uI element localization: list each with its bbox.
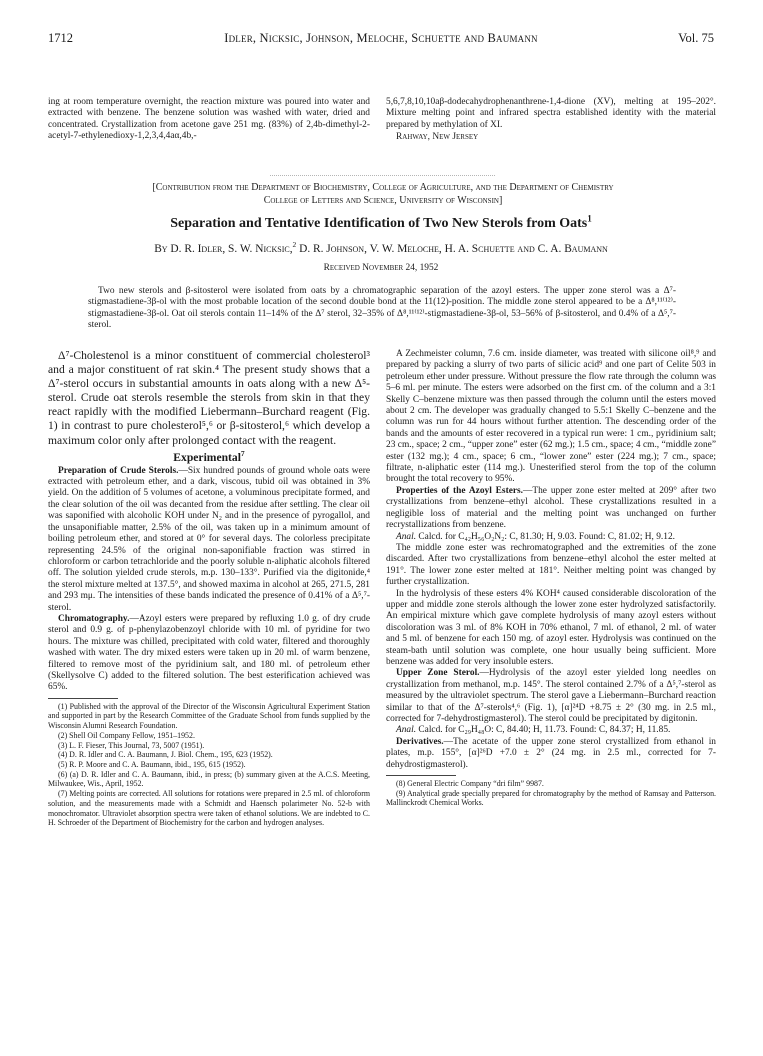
azoyl-paragraph — [386, 486, 716, 532]
footnote-5: (5) R. P. Moore and C. A. Baumann, ibid., 195, 615 (1952). — [58, 760, 246, 769]
page-number: 1712 — [48, 31, 73, 45]
zechmeister-paragraph: A Zechmeister column, 7.6 cm. inside diameter, was treated with silicone oil⁸,⁹ and prepared by packing a slurry of two parts of silicic acid⁹ and one part of Celite 503 in petroleum ether under pressure. Without pressure the flow rate through the column was 5–6 ml. per minute. The esters were adsorbed on the first cm. of the column and a 3:1 Skelly C–benzene mixture was then passed through the column until the esters moved about 2 cm. The developer was gradually changed to 5.5:1 Skelly C–benzene and the column was run for 44 hours without further attention. The descending order of the bands and the amounts of ester recovered in a typical run were: 1 cm., pyridinium salt; 23 cm., space; 2 cm., “upper zone” ester (62 mg.); 1.5 cm., space; 4 cm., “middle zone” ester (132 mg.); 4 cm., space; 6 cm., “lower zone” ester (224 mg.); 7 cm., space; filtrate, n-aliphatic ester (114 mg.). Unesterified sterol from the top of the column brought the total recovery to 95%. — [386, 349, 716, 485]
intro-paragraph: Δ⁷-Cholestenol is a minor constituent of commercial cholesterol³ and a major constituent of rat skin.⁴ The present study shows that a Δ⁷-sterol occurs in substantial amounts in oats along with a new Δ⁵-sterol. Crude oat sterols resemble the sterols from skin in that they react rapidly with the modified Liebermann–Burchard reagent (Fig. 1) in contrast to pure cholesterol⁵,⁶ or β-sitosterol,⁶ which develop a maximum color only after prolonged contact with the reagent. — [48, 349, 370, 447]
experimental-heading — [48, 448, 370, 464]
contribution-line-2: College of Letters and Science, University of Wisconsin] — [263, 194, 503, 206]
footnote-3: (3) L. F. Fieser, This Journal, 73, 5007 (1951). — [58, 740, 205, 750]
author-line — [40, 240, 722, 255]
analysis-1 — [386, 532, 716, 543]
left-column — [48, 349, 370, 828]
prep-text: —Six hundred pounds of ground whole oats were extracted with petroleum ether, and a dark, viscous, tubid oil was obtained in 3% yield. On the addition of 5 volumes of acetone, a voluminous precipitate formed, and the clear solution of the oil was decanted from the residue after settling. The clear oil was saponified with alcoholic KOH under N₂ and in the presence of pyrogallol, and the unsaponifiable matter, 2.5% of the oil, was taken up in a minimum amount of boiling petroleum ether, and stored at 0° for several days. The colorless precipitate representing 24.5% of the original non-saponifiable fraction was stirred in chloroform or carbon tetrachloride and the poorly soluble n-aliphatic alcohols filtered off. The solution yielded crude sterols, m.p. 130–133°. Purified via the digitonide,⁴ the sterol mixture melted at 137.5°, and showed maxima in alcohol at 265, 271.5, 281 and 293 mμ. The intensities of these bands indicated the presence of 0.41% of a Δ⁵,⁷-sterol. — [48, 465, 370, 613]
contribution-line-1: [Contribution from the Department of Biochemistry, College of Agriculture, and the Department of Chemistry — [152, 182, 614, 193]
chrom-text: —Azoyl esters were prepared by refluxing 1.0 g. of dry crude sterol and 0.9 g. of p-phenylazobenzoyl chloride with 10 ml. of pyridine for two hours. The mixture was chilled, precipitated with cold water, filtered and thoroughly washed with water. The dry mixed esters were taken up in 20 ml. of warm benzene, filtered to remove most of the pyridinium salt, and 180 ml. of petroleum ether (Skellysolve C) added to the filtered solution. The best esterification achieved was 65%. — [48, 613, 370, 693]
footnote-rule — [48, 698, 118, 699]
footnote-8: (8) General Electric Company “dri film” 9987. — [396, 779, 544, 789]
upper-zone-heading: Upper Zone Sterol. — [396, 668, 480, 679]
prev-article-right-text: 5,6,7,8,10,10aβ-dodecahydrophenanthrene-1,4-dione (XV), melting at 195–202°. Mixture melting point and infrared spectra established identity with the material prepared by methylation of XI. — [386, 97, 716, 130]
hydrolysis-paragraph: In the hydrolysis of these esters 4% KOH⁴ caused considerable discoloration of the upper and middle zone sterols although the lower zone ester hydrolyzed satisfactorily. An empirical mixture which gave complete hydrolysis of many azoyl esters without discoloration was 3 ml. of 8% KOH in 70% ethanol, 7 ml. of ethanol, 2 ml. of water and 5 ml. of benzene for each 150 mg. of azoyl ester. Hydrolysis was continued on the steam-bath until solution was complete, one hour usually being sufficient. More benzene was added for very insoluble esters. — [386, 588, 716, 667]
prev-article-right — [386, 97, 716, 142]
contribution-note — [70, 182, 696, 207]
analysis-2-text: Calcd. for C₂₉H₄₈O: C, 84.40; H, 11.73. Found: C, 84.37; H, 11.85. — [416, 725, 671, 736]
upper-zone-text: —Hydrolysis of the azoyl ester yielded long needles on crystallization from methanol, m.p. 145°. The sterol contained 2.7% of a Δ⁵,⁷-sterol as measured by the ultraviolet spectrum. The sterol gave a Liebermann–Burchard reaction similar to that of the Δ⁷-sterols⁴,⁶ (Fig. 1), [α]²⁴D +8.75 ± 2° (30 mg. in 2.5 ml., corrected for 7-dehydrostigmasterol). The sterol could be precipitated by digitonin. — [386, 668, 716, 724]
title-footnote-mark: 1 — [587, 213, 592, 224]
prev-article-location: Rahway, New Jersey — [396, 132, 479, 143]
derivatives-heading: Derivatives. — [396, 736, 444, 747]
article-separator — [270, 175, 495, 176]
upper-zone-paragraph — [386, 668, 716, 725]
authors-part-1: By D. R. Idler, S. W. Nicksic, — [154, 243, 293, 255]
middle-zone-paragraph: The middle zone ester was rechromatographed and the extremities of the zone discarded. After two crystallizations from benzene–ethyl alcohol the ester melted at 191°. The lower zone ester melted at 181°. Neither melting point was changed by further crystallization. — [386, 542, 716, 588]
azoyl-heading: Properties of the Azoyl Esters. — [396, 485, 524, 496]
footnote-2: (2) Shell Oil Company Fellow, 1951–1952. — [58, 730, 195, 740]
article-title — [40, 213, 722, 232]
prep-heading: Preparation of Crude Sterols. — [58, 465, 179, 476]
abstract: Two new sterols and β-sitosterol were isolated from oats by a chromatographic separation of the azoyl esters. The upper zone sterol was a Δ⁷-stigmastadiene-3β-ol with the most probable location of the second double bond at the 11(12)-position. The middle zone sterol appeared to be a Δ⁸,¹¹⁽¹²⁾-stigmastadiene-3β-ol. Oat oil sterols contain 11–14% of the Δ⁷ sterol, 32–35% of Δ⁸,¹¹⁽¹²⁾-stigmastadiene-3β-ol, 53–56% of β-sitosterol, and 0.4% of a Δ⁵,⁷-sterol. — [88, 286, 676, 331]
chrom-heading: Chromatography. — [58, 613, 130, 624]
footnote-1: (1) Published with the approval of the Director of the Wisconsin Agricultural Experiment Station and supported in part by the Research Committee of the Graduate School from funds supplied by the Wisconsin Alumni Research Foundation. — [48, 701, 370, 731]
author-footnote-mark: 2 — [292, 240, 297, 250]
volume-label: Vol. 75 — [678, 31, 714, 45]
analysis-2 — [386, 725, 716, 736]
footnote-6: (6) (a) D. R. Idler and C. A. Baumann, ibid., in press; (b) summary given at the A.C.S. Meeting, Milwaukee, Wis., April, 1952. — [48, 769, 370, 789]
derivatives-paragraph — [386, 737, 716, 771]
experimental-footnote-mark: 7 — [240, 448, 245, 458]
received-date: Received November 24, 1952 — [323, 263, 439, 273]
azoyl-text: —The upper zone ester melted at 209° after two crystallizations from benzene–ethyl alcohol. These crystallizations resulted in a negligible loss of material and the melting point was unchanged on further recrystallizations from benzene. — [386, 485, 717, 531]
footnote-7: (7) Melting points are corrected. All solutions for rotations were prepared in 2.5 ml. of chloroform solution, and the measurements made with a Schmidt and Haensch polarimeter No. 52-b with monochromator. Ultraviolet absorption spectra were taken of ethanol solutions. We are indebted to C. H. Schroeder of the Department of Biochemistry for the carbon and hydrogen analyses. — [48, 789, 370, 828]
prev-article-left-text: ing at room temperature overnight, the reaction mixture was poured into water and extracted with benzene. The benzene solution was washed with water, dried and concentrated. Crystallization from acetone gave 251 mg. (83%) of 2,4b-dimethyl-2-acetyl-7-ethylenedioxy-1,2,3,4,4aα,4b,- — [48, 97, 370, 142]
chrom-paragraph — [48, 614, 370, 694]
authors-part-2: D. R. Johnson, V. W. Meloche, H. A. Schuette and C. A. Baumann — [296, 243, 608, 255]
prev-article-left — [48, 97, 370, 143]
running-title: Idler, Nicksic, Johnson, Meloche, Schuette and Baumann — [224, 31, 538, 45]
footnote-rule-right — [386, 775, 456, 776]
derivatives-text: —The acetate of the upper zone sterol crystallized from ethanol in plates, m.p. 155°, [α]²⁶D +7.0 ± 2° (24 mg. in 2.5 ml., corrected for 7-dehydrostigmasterol). — [386, 736, 716, 770]
page-header — [48, 31, 714, 47]
footnote-9: (9) Analytical grade specially prepared for chromatography by the method of Ramsay and Patterson. Mallinckrodt Chemical Works. — [386, 788, 716, 808]
article-title-text: Separation and Tentative Identification of Two New Sterols from Oats — [170, 216, 588, 231]
footnote-4: (4) D. R. Idler and C. A. Baumann, J. Biol. Chem., 195, 623 (1952). — [58, 750, 273, 760]
analysis-2-label: Anal. — [396, 725, 417, 736]
right-column — [386, 349, 716, 808]
analysis-1-label: Anal. — [396, 531, 417, 542]
analysis-1-text: Calcd. for C₄₂H₅₆O₂N₂: C, 81.30; H, 9.03. Found: C, 81.02; H, 9.12. — [416, 531, 675, 542]
prep-paragraph — [48, 466, 370, 614]
experimental-heading-text: Experimental — [173, 450, 241, 464]
